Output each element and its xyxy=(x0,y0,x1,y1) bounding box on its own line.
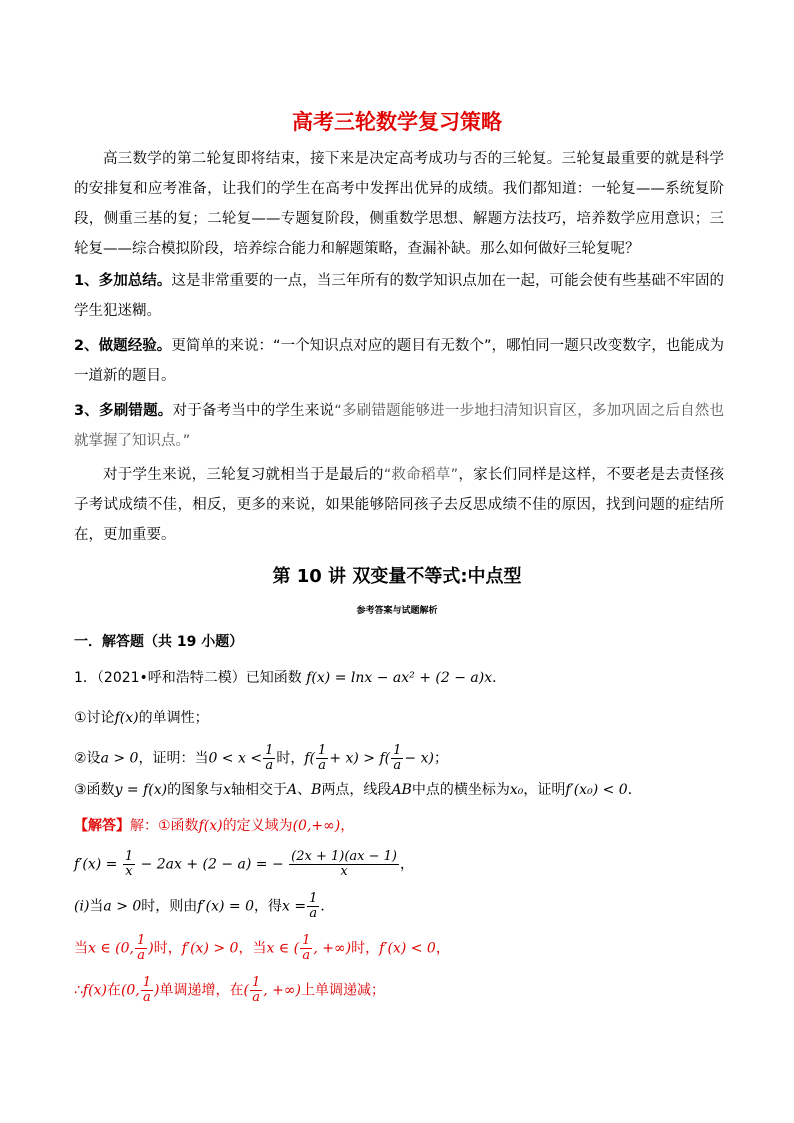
question-3 xyxy=(74,780,642,800)
s5-text-b: 在 xyxy=(106,982,121,999)
frac-num: (2x + 1)(ax − 1) xyxy=(291,849,397,864)
s5-text-d: 上单调递减； xyxy=(301,982,386,999)
frac-den: a xyxy=(143,990,151,1005)
lecture-title: 第 10 讲 双变量不等式:中点型 xyxy=(272,566,522,587)
frac-num: 1 xyxy=(318,743,327,758)
fraction-derivative xyxy=(289,850,399,879)
question-1 xyxy=(74,708,209,728)
frac-num: 1 xyxy=(309,891,318,906)
fraction-1-over-a xyxy=(300,934,312,963)
fraction-1-over-a xyxy=(307,892,319,921)
page-title: 高考三轮数学复习策略 xyxy=(292,110,502,134)
solution-tag-2: 解： xyxy=(130,818,158,834)
s2-end: ， xyxy=(399,856,414,873)
q3-end: ． xyxy=(627,782,642,798)
tip-2-head: 2、做题经验。 xyxy=(74,338,172,354)
question-2 xyxy=(74,744,448,773)
s4-interval-1: x ∈ (0, xyxy=(88,940,134,957)
s3-text-c: ，得 xyxy=(254,898,283,915)
q2-end: ； xyxy=(433,750,448,767)
s3-equation: f′(x) = 0 xyxy=(197,898,255,915)
fraction-1-over-a xyxy=(141,976,153,1005)
s1-end: ， xyxy=(340,818,355,834)
derivative-mid: − 2ax + (2 − a) = − xyxy=(140,856,284,873)
q2-range: 0 < x < xyxy=(208,750,263,767)
q3-x: x xyxy=(223,782,232,798)
frac-num: 1 xyxy=(393,743,402,758)
frac-den: a xyxy=(393,758,402,773)
q2-ineq-c: − x) xyxy=(404,750,434,767)
q2-text-a: ②设 xyxy=(74,750,101,767)
s1-text-b: 的定义域为 xyxy=(222,818,293,834)
s1-text-a: ①函数 xyxy=(158,818,199,834)
s4-end: ， xyxy=(435,940,450,957)
problem-stem xyxy=(74,668,506,688)
s4-text-g: 时， xyxy=(351,940,380,957)
q3-inequality: f′(x₀) < 0 xyxy=(565,782,628,798)
frac-den: a xyxy=(137,948,145,963)
s4-text-c: 时， xyxy=(153,940,182,957)
frac-num: 1 xyxy=(302,933,311,948)
fraction-1-over-a xyxy=(316,744,328,773)
fraction-1-over-a xyxy=(263,744,275,773)
fraction-1-over-a xyxy=(250,976,262,1005)
problem-stem-text: 1．（2021•呼和浩特二模）已知函数 xyxy=(74,670,302,686)
tip-1-body: 这是非常重要的一点，当三年所有的数学知识点加在一起，可能会使有些基础不牢固的学生犯迷糊。 xyxy=(74,273,725,319)
q3-point-a: A xyxy=(287,782,298,798)
s4-positive: f′(x) > 0 xyxy=(181,940,239,957)
tip-3-body: 对于备考当中的学生来说 xyxy=(172,403,335,419)
tip-3-quote: “多刷错题能够进一步地扫清知识盲区，多加巩固之后自然也就掌握了知识点。” xyxy=(74,403,725,449)
tip-2 xyxy=(74,331,724,391)
q3-x0: x₀ xyxy=(509,782,524,798)
frac-den: a xyxy=(318,758,327,773)
fraction-1-over-x xyxy=(123,850,135,879)
tip-3 xyxy=(74,396,724,456)
q1-func: f(x) xyxy=(114,710,139,726)
s4-interval-2: x ∈ ( xyxy=(266,940,300,957)
frac-num: 1 xyxy=(136,933,146,948)
fraction-1-over-a xyxy=(135,934,147,963)
s3-text-a: 当 xyxy=(89,898,104,915)
q2-ineq-a: f( xyxy=(304,750,316,767)
therefore-symbol: ∴ xyxy=(74,982,83,999)
answer-subtitle: 参考答案与试题解析 xyxy=(356,606,438,616)
solution-line-2 xyxy=(74,850,414,879)
frac-num: 1 xyxy=(124,849,134,864)
s3-x: x = xyxy=(282,898,307,915)
frac-den: x xyxy=(125,864,133,879)
frac-den: a xyxy=(252,990,260,1005)
frac-den: a xyxy=(309,906,318,921)
problem-stem-end: ． xyxy=(492,670,507,686)
solution-line-3 xyxy=(74,892,334,921)
closing-a: 对于学生来说，三轮复习就相当于是最后的 xyxy=(103,467,384,483)
q2-text-b: ，证明：当 xyxy=(138,750,209,767)
frac-den: a xyxy=(302,948,311,963)
solution-tag: 【解答】 xyxy=(74,818,130,834)
closing-c: ，家长们同样是这样，不要老是去责怪孩子考试成绩不佳，相反，更多的来说，如果能够陪同孩子去反思成绩不佳的原因，找到问题的症结所在，更加重要。 xyxy=(74,467,724,543)
s5-interval-1-end: ) xyxy=(154,982,160,999)
q3-point-b: B xyxy=(311,782,322,798)
s4-interval-2-end: , +∞) xyxy=(313,940,352,957)
closing-quote: “救命稻草” xyxy=(383,467,459,483)
q3-text-d: 、 xyxy=(297,782,312,798)
q3-text-a: ③函数 xyxy=(74,782,115,798)
frac-num: 1 xyxy=(142,975,152,990)
s5-text-c: 单调递增，在 xyxy=(159,982,244,999)
s5-interval-2: ( xyxy=(243,982,249,999)
q2-condition: a > 0 xyxy=(100,750,139,767)
frac-den: a xyxy=(265,758,274,773)
s4-text-e: ，当 xyxy=(238,940,267,957)
q3-text-c: 轴相交于 xyxy=(231,782,288,798)
q2-ineq-b: + x) > f( xyxy=(329,750,391,767)
function-definition: f(x) = lnx − ax² + (2 − a)x xyxy=(306,670,493,686)
q3-text-e: 两点，线段 xyxy=(321,782,392,798)
tip-1 xyxy=(74,266,724,326)
s3-text-b: 时，则由 xyxy=(141,898,198,915)
q2-text-d: 时， xyxy=(276,750,305,767)
q1-text-b: 的单调性； xyxy=(138,710,209,726)
q3-segment: AB xyxy=(391,782,412,798)
s4-negative: f′(x) < 0 xyxy=(379,940,436,957)
closing-paragraph xyxy=(74,460,724,550)
s4-paren: ) xyxy=(148,940,154,957)
section-heading: 一．解答题（共 19 小题） xyxy=(74,634,244,650)
s5-interval-2-end: , +∞) xyxy=(263,982,302,999)
derivative-lhs: f′(x) = xyxy=(74,856,118,873)
tip-1-head: 1、多加总结。 xyxy=(74,273,172,289)
s5-interval-1: (0, xyxy=(120,982,140,999)
intro-paragraph: 高三数学的第二轮复即将结束，接下来是决定高考成功与否的三轮复。三轮复最重要的就是科学的安排复和应考准备，让我们的学生在高考中发挥出优异的成绩。我们都知道：一轮复——系统复阶段，侧重三基的复；二轮复——专题复阶段，侧重数学思想、解题方法技巧，培养数学应用意识；三轮复——综合模拟阶段，培养综合能力和解题策略，查漏补缺。那么如何做好三轮复呢？ xyxy=(74,151,724,257)
solution-line-1 xyxy=(74,816,354,836)
s1-domain: (0,+∞) xyxy=(292,818,341,834)
s1-func: f(x) xyxy=(198,818,223,834)
frac-den: x xyxy=(340,864,348,879)
q3-text-b: 的图象与 xyxy=(167,782,224,798)
q1-text-a: ①讨论 xyxy=(74,710,115,726)
frac-num: 1 xyxy=(251,975,261,990)
s5-func: f(x) xyxy=(82,982,107,999)
solution-line-5 xyxy=(74,976,385,1005)
solution-line-4 xyxy=(74,934,450,963)
frac-num: 1 xyxy=(265,743,274,758)
q3-text-g: ，证明 xyxy=(523,782,566,798)
case-i: (i) xyxy=(74,898,90,915)
fraction-1-over-a xyxy=(391,744,403,773)
tip-2-body: 更简单的来说：“一个知识点对应的题目有无数个”，哪怕同一题只改变数字，也能成为一道新的题目。 xyxy=(74,338,724,384)
q3-y: y = f(x) xyxy=(114,782,168,798)
q3-text-f: 中点的横坐标为 xyxy=(411,782,510,798)
s3-end: ． xyxy=(320,898,335,915)
tip-3-head: 3、多刷错题。 xyxy=(74,403,173,419)
s4-text-a: 当 xyxy=(74,940,88,957)
s3-condition: a > 0 xyxy=(103,898,142,915)
